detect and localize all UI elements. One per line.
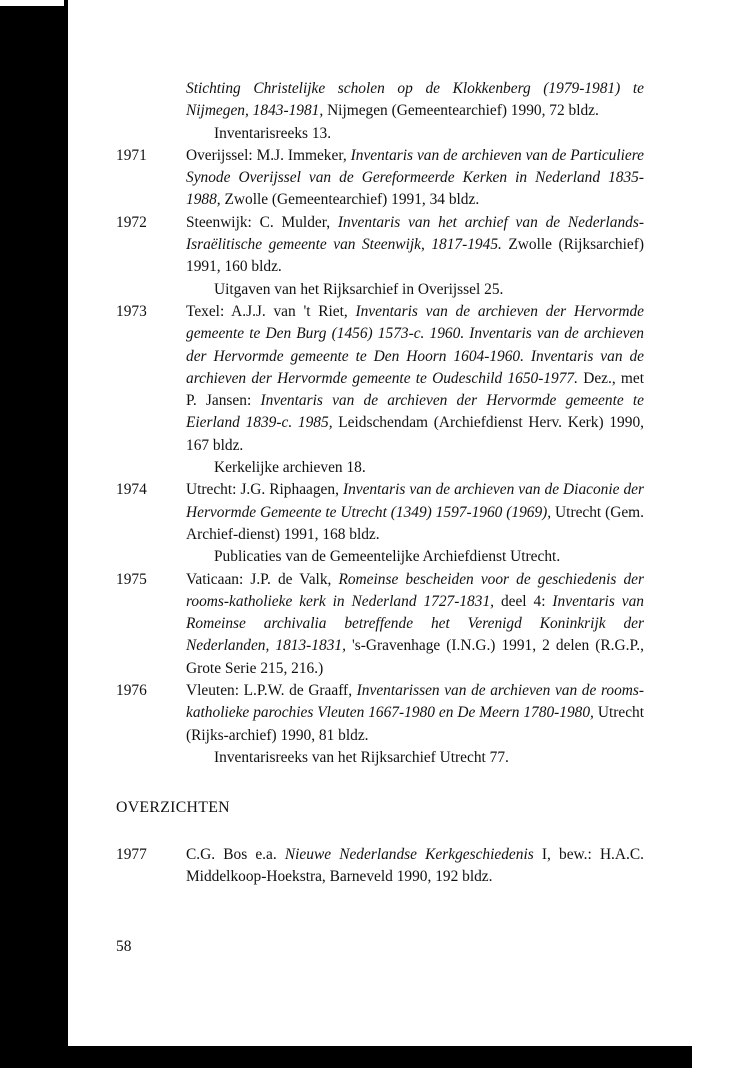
entry-title: Inventaris van de archieven van de Diaconie der Hervormde Gemeente te Utrecht (1349) 1597-1960 (1969),	[186, 481, 645, 521]
entry-title: Inventaris van de archieven der Hervormde gemeente te Den Burg (1456) 1573-c. 1960. Inventaris van de archieven der Hervormde gemeente te Den Hoorn 1604-1960. Inventaris van de archieven der Hervormde gemeente te Oudeschild 1650-1977.	[186, 302, 645, 387]
scan-border-left	[0, 0, 68, 1068]
entry-author: Vaticaan: J.P. de Valk,	[186, 570, 339, 588]
entry-series: Kerkelijke archieven 18.	[214, 459, 366, 477]
entry-1973	[116, 301, 644, 457]
entry-details: I, bew.: H.A.C. Middelkoop-Hoekstra, Barneveld 1990, 192 bldz.	[186, 845, 644, 885]
page-number: 58	[116, 938, 132, 955]
continued-entry-title: Stichting Christelijke scholen op de Klokkenberg (1979-1981) te Nijmegen, 1843-1981,	[186, 80, 644, 120]
entry-author: Texel: A.J.J. van 't Riet,	[186, 302, 356, 320]
entry-series: Inventarisreeks van het Rijksarchief Utrecht 77.	[214, 748, 509, 766]
entry-1971	[116, 145, 644, 212]
entry-author: Steenwijk: C. Mulder,	[186, 213, 338, 231]
entry-text	[186, 301, 644, 457]
entry-author: Overijssel: M.J. Immeker,	[186, 146, 351, 164]
entry-text	[186, 479, 644, 546]
entry-text	[186, 844, 644, 889]
entry-1975	[116, 569, 644, 680]
entry-title: Inventaris van het archief van de Nederlands-Israëlitische gemeente van Steenwijk, 1817-1945.	[186, 213, 644, 254]
entry-details: Zwolle (Rijksarchief) 1991, 160 bldz.	[186, 236, 644, 276]
entry-details-second: Leidschendam (Archiefdienst Herv. Kerk) 1990, 167 bldz.	[186, 414, 644, 454]
entry-1974	[116, 479, 644, 546]
entry-number: 1976	[116, 682, 147, 700]
entry-title-second: Inventaris van de archieven der Hervormde gemeente te Eierland 1839-c. 1985,	[186, 392, 645, 432]
entry-text	[186, 569, 644, 680]
entry-number: 1977	[116, 845, 147, 863]
entry-series: Uitgaven van het Rijksarchief in Overijssel 25.	[214, 280, 504, 298]
entry-series: Publicaties van de Gemeentelijke Archiefdienst Utrecht.	[214, 548, 561, 566]
continued-entry-series: Inventarisreeks 13.	[214, 124, 332, 142]
entry-number: 1972	[116, 213, 147, 231]
entry-1972	[116, 212, 644, 279]
section-heading: OVERZICHTEN	[116, 799, 230, 817]
entry-title-second: Inventaris van Romeinse archivalia betreffende het Verenigd Koninkrijk der Nederlanden, 1813-1831,	[186, 592, 644, 655]
entry-number: 1974	[116, 481, 147, 499]
entry-author: C.G. Bos e.a.	[186, 845, 285, 863]
entry-details-second: 's-Gravenhage (I.N.G.) 1991, 2 delen (R.G.P., Grote Serie 215, 216.)	[186, 637, 644, 677]
entry-number: 1975	[116, 570, 147, 588]
entry-details: Dez., met P. Jansen:	[186, 369, 644, 410]
entry-1976	[116, 680, 644, 747]
entry-title: Nieuwe Nederlandse Kerkgeschiedenis	[284, 845, 534, 863]
entry-number: 1973	[116, 302, 147, 320]
scan-border-bottom	[60, 1046, 692, 1068]
entry-details: Zwolle (Gemeentearchief) 1991, 34 bldz.	[220, 191, 480, 209]
entry-text	[186, 145, 644, 212]
entry-number: 1971	[116, 146, 147, 164]
entry-text	[186, 680, 644, 747]
entry-author: Vleuten: L.P.W. de Graaff,	[186, 682, 357, 700]
entry-details: deel 4:	[494, 592, 546, 610]
bibliography-text	[116, 78, 644, 888]
continued-entry	[116, 78, 644, 123]
entry-title: Inventaris van de archieven van de Particuliere Synode Overijssel van de Gereformeerde Kerken in Nederland 1835-1988,	[186, 146, 645, 209]
entry-details: Utrecht (Rijks-archief) 1990, 81 bldz.	[186, 704, 645, 744]
entry-author: Utrecht: J.G. Riphaagen,	[186, 481, 343, 499]
entry-title: Inventarissen van de archieven van de rooms-katholieke parochies Vleuten 1667-1980 en De Meern 1780-1980,	[186, 682, 644, 722]
entry-1977	[116, 844, 644, 889]
continued-entry-details: Nijmegen (Gemeentearchief) 1990, 72 bldz.	[323, 102, 599, 120]
entry-details: Utrecht (Gem. Archief-dienst) 1991, 168 bldz.	[186, 503, 644, 543]
scan-border-notch	[0, 0, 64, 6]
entry-text	[186, 212, 644, 279]
entry-title: Romeinse bescheiden voor de geschiedenis der rooms-katholieke kerk in Nederland 1727-1831,	[186, 570, 644, 610]
